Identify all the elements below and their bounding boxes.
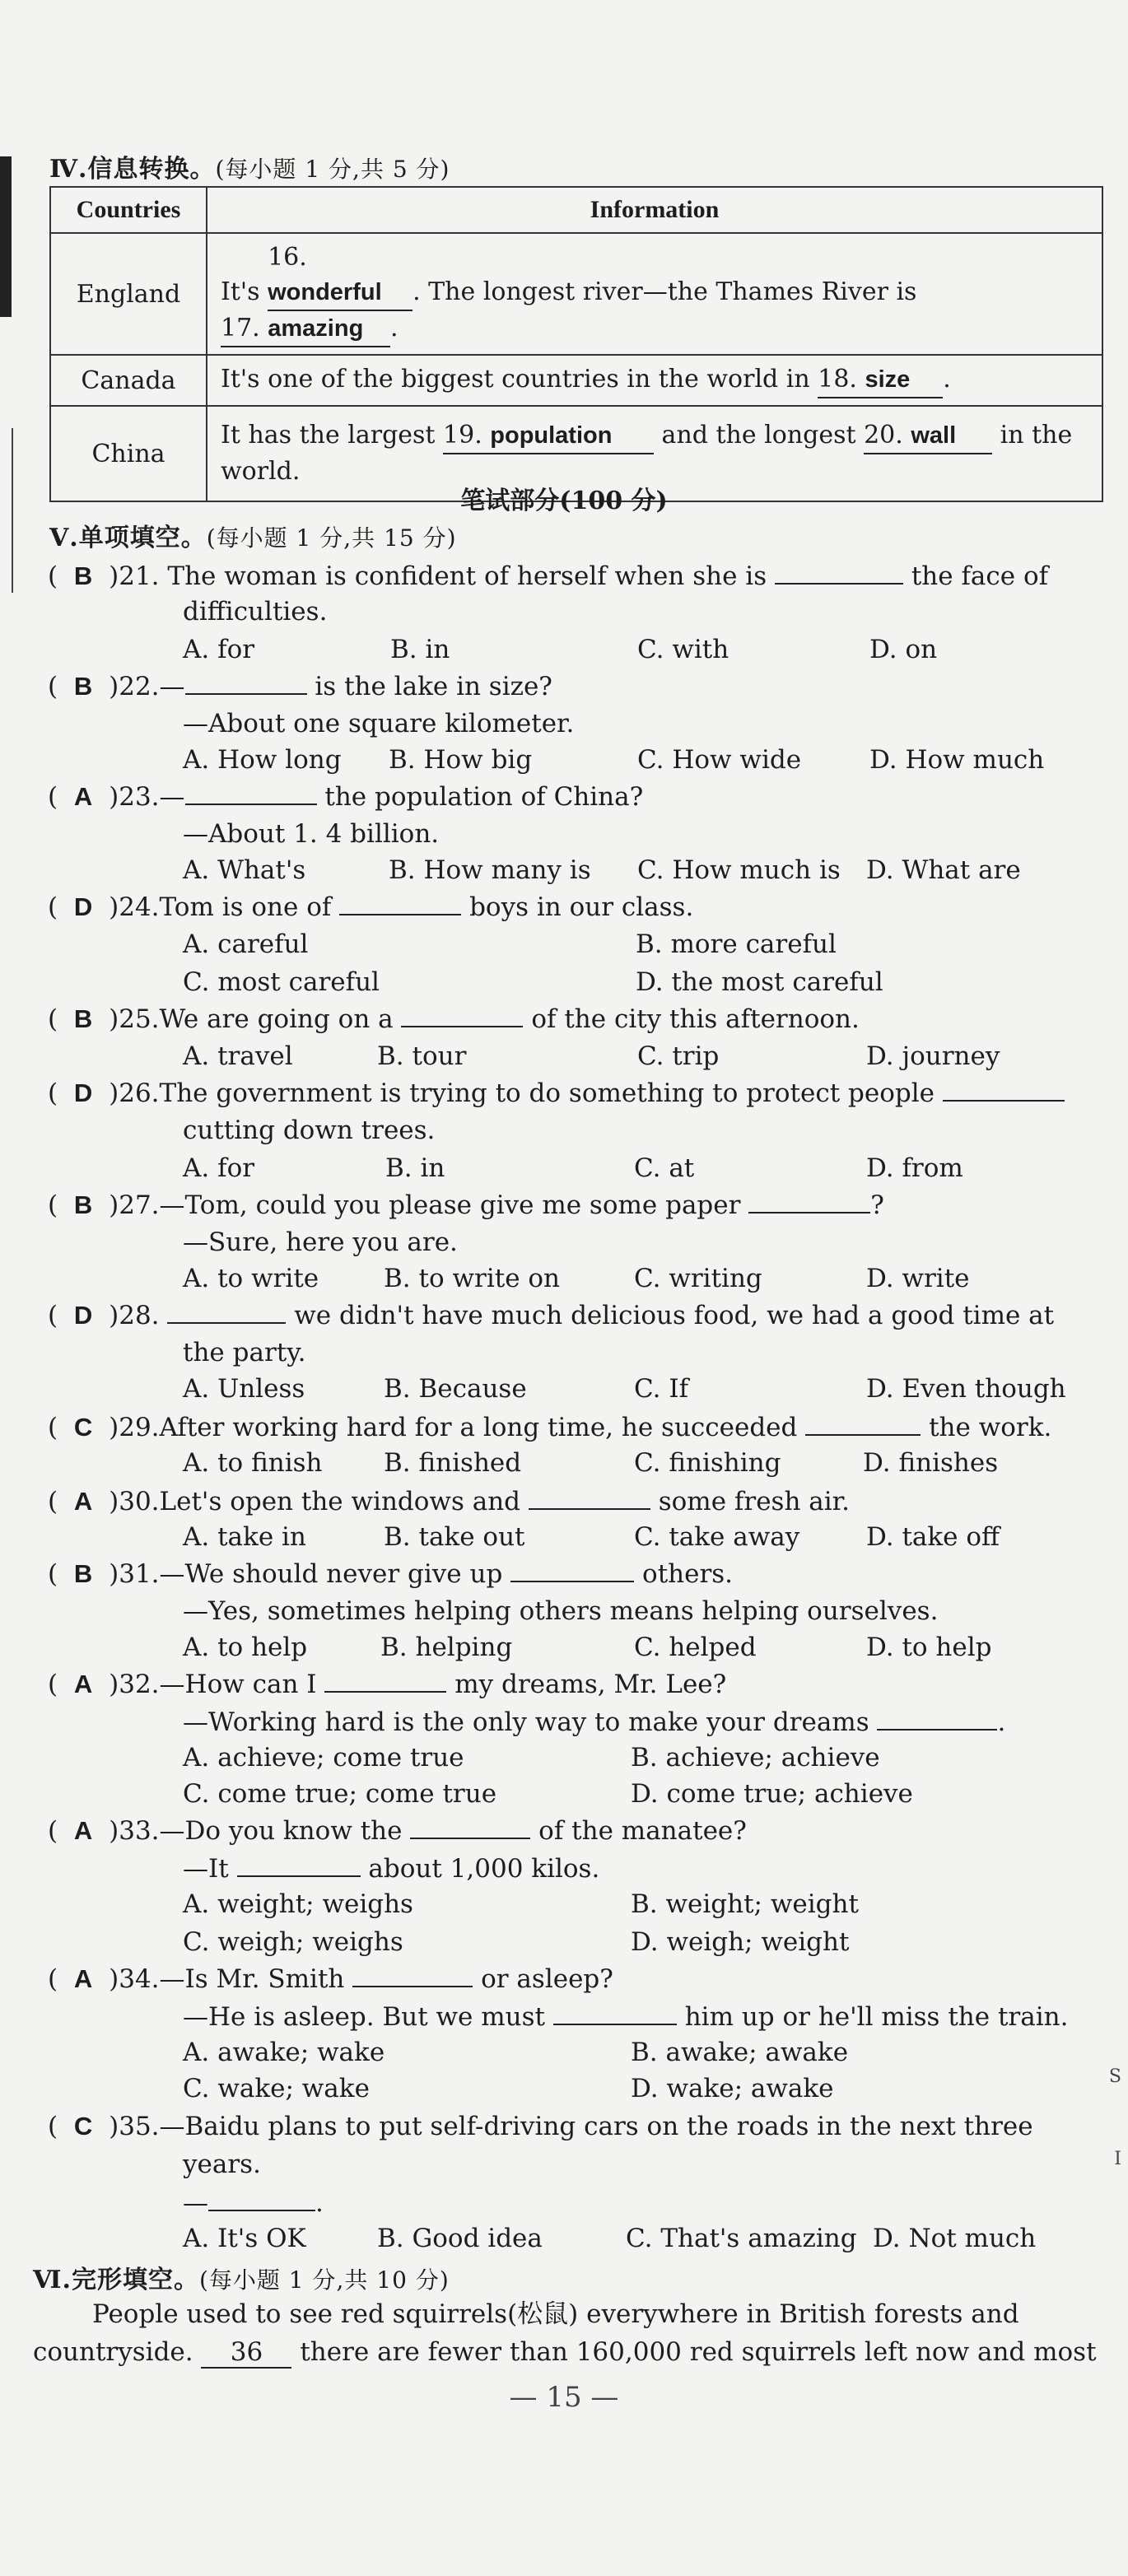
country-cell: China bbox=[50, 406, 207, 501]
dialogue-line: —About 1. 4 billion. bbox=[183, 819, 440, 849]
col-countries: Countries bbox=[50, 187, 207, 233]
question-31: ( B )31.—We should never give up others. bbox=[48, 1556, 1110, 1591]
dialogue-line: —Yes, sometimes helping others means helping ourselves. bbox=[183, 1596, 939, 1626]
answer-letter: B bbox=[73, 1190, 93, 1219]
option-a: A. achieve; come true bbox=[183, 1743, 464, 1772]
country-cell: England bbox=[50, 233, 207, 355]
fill-blank bbox=[805, 1409, 921, 1436]
question-30: ( A )30.Let's open the windows and some fresh air. bbox=[48, 1484, 1110, 1519]
fill-blank bbox=[401, 1001, 523, 1027]
answer-letter: D bbox=[73, 892, 93, 921]
option-d: D. finishes bbox=[863, 1448, 999, 1478]
option-a: A. How long bbox=[183, 745, 342, 775]
answer-letter: B bbox=[73, 561, 93, 590]
option-d: D. How much bbox=[869, 745, 1045, 775]
section-v-heading: Ⅴ.单项填空。(每小题 1 分,共 15 分) bbox=[49, 524, 457, 552]
option-b: B. Good idea bbox=[377, 2224, 543, 2253]
option-d: D. journey bbox=[866, 1041, 1000, 1071]
option-c: C. most careful bbox=[183, 967, 380, 997]
answer-letter: A bbox=[73, 1670, 93, 1698]
section-vi-heading: Ⅵ.完形填空。(每小题 1 分,共 10 分) bbox=[33, 2266, 450, 2294]
fill-blank bbox=[352, 1961, 473, 1987]
question-32: ( A )32.—How can I my dreams, Mr. Lee? bbox=[48, 1666, 1110, 1702]
question-continuation: years. bbox=[183, 2150, 261, 2179]
option-b: B. in bbox=[385, 1153, 445, 1183]
info-table bbox=[49, 186, 1103, 502]
edge-glyph: I bbox=[1114, 2149, 1121, 2169]
option-a: A. for bbox=[183, 1153, 255, 1183]
option-a: A. take in bbox=[183, 1522, 306, 1552]
answer-letter: A bbox=[73, 1816, 93, 1845]
fill-blank bbox=[237, 1851, 361, 1877]
option-a: A. to help bbox=[183, 1633, 308, 1662]
option-d: D. come true; achieve bbox=[631, 1779, 913, 1809]
dialogue-line: —About one square kilometer. bbox=[183, 709, 575, 738]
option-b: B. Because bbox=[384, 1374, 527, 1404]
answer-letter: B bbox=[73, 1559, 93, 1588]
option-b: B. in bbox=[390, 635, 450, 664]
cloze-paragraph-line: People used to see red squirrels(松鼠) everywhere in British forests and bbox=[92, 2299, 1019, 2329]
table-row bbox=[50, 355, 1102, 406]
option-d: D. wake; awake bbox=[631, 2074, 834, 2103]
answer-letter: B bbox=[73, 672, 93, 701]
fill-blank bbox=[324, 1666, 446, 1693]
option-c: C. How wide bbox=[637, 745, 802, 775]
answer-blank-17: 17. amazing bbox=[221, 311, 390, 347]
option-c: C. weigh; weighs bbox=[183, 1927, 403, 1957]
option-b: B. finished bbox=[384, 1448, 522, 1478]
fill-blank bbox=[510, 1556, 634, 1582]
question-26: ( D )26.The government is trying to do something to protect people bbox=[48, 1075, 1110, 1111]
option-c: C. finishing bbox=[634, 1448, 781, 1478]
dialogue-line: — . bbox=[183, 2185, 1105, 2220]
answer-letter: C bbox=[73, 2112, 93, 2140]
answer-blank-16: 16. wonderful bbox=[268, 240, 413, 311]
answer-letter: D bbox=[73, 1301, 93, 1330]
country-cell: Canada bbox=[50, 355, 207, 406]
option-c: C. trip bbox=[637, 1041, 720, 1071]
question-22: ( B )22.— is the lake in size? bbox=[48, 668, 1110, 704]
col-information: Information bbox=[207, 187, 1102, 233]
table-header-row bbox=[50, 187, 1102, 233]
fill-blank bbox=[553, 1999, 677, 2025]
option-b: B. achieve; achieve bbox=[631, 1743, 880, 1772]
option-d: D. from bbox=[866, 1153, 963, 1183]
option-d: D. Even though bbox=[866, 1374, 1066, 1404]
option-b: B. weight; weight bbox=[631, 1889, 859, 1919]
option-c: C. If bbox=[634, 1374, 689, 1404]
option-d: D. on bbox=[869, 635, 938, 664]
cloze-blank-36: 36 bbox=[201, 2337, 291, 2369]
answer-blank-19: 19. population bbox=[443, 418, 654, 454]
option-b: B. How many is bbox=[389, 855, 591, 885]
info-cell: It's 16. wonderful . The longest river—the Thames River is 17. amazing . bbox=[207, 233, 1102, 355]
option-c: C. That's amazing bbox=[626, 2224, 857, 2253]
option-c: C. with bbox=[637, 635, 729, 664]
option-c: C. at bbox=[634, 1153, 695, 1183]
binding-mark bbox=[0, 156, 12, 317]
option-a: A. to write bbox=[183, 1264, 319, 1293]
option-a: A. to finish bbox=[183, 1448, 323, 1478]
option-c: C. wake; wake bbox=[183, 2074, 370, 2103]
info-cell: It has the largest 19. population and the longest 20. wall in the world. bbox=[207, 406, 1102, 501]
question-33: ( A )33.—Do you know the of the manatee? bbox=[48, 1813, 1110, 1848]
question-24: ( D )24.Tom is one of boys in our class. bbox=[48, 889, 1110, 925]
option-b: B. to write on bbox=[384, 1264, 561, 1293]
option-a: A. It's OK bbox=[183, 2224, 306, 2253]
option-c: C. take away bbox=[634, 1522, 800, 1552]
option-d: D. to help bbox=[866, 1633, 992, 1662]
option-a: A. weight; weighs bbox=[183, 1889, 413, 1919]
cloze-paragraph-line: countryside. 36 there are fewer than 160,000 red squirrels left now and most bbox=[33, 2337, 1097, 2367]
edge-glyph: S bbox=[1108, 2066, 1121, 2087]
option-d: D. the most careful bbox=[636, 967, 883, 997]
option-b: B. tour bbox=[377, 1041, 467, 1071]
written-part-title: 笔试部分(100 分) bbox=[460, 487, 668, 515]
option-d: D. What are bbox=[866, 855, 1021, 885]
option-a: A. for bbox=[183, 635, 255, 664]
question-35: ( C )35.—Baidu plans to put self-driving cars on the roads in the next three bbox=[48, 2109, 1110, 2144]
fill-blank bbox=[748, 1187, 870, 1213]
option-a: A. Unless bbox=[183, 1374, 305, 1404]
answer-letter: C bbox=[73, 1413, 93, 1442]
fill-blank bbox=[529, 1484, 650, 1510]
table-row bbox=[50, 233, 1102, 355]
answer-letter: A bbox=[73, 1487, 93, 1516]
question-34: ( A )34.—Is Mr. Smith or asleep? bbox=[48, 1961, 1110, 1996]
page-number: — 15 — bbox=[509, 2381, 619, 2414]
question-27: ( B )27.—Tom, could you please give me some paper ? bbox=[48, 1187, 1110, 1223]
option-b: B. take out bbox=[384, 1522, 525, 1552]
option-c: C. helped bbox=[634, 1633, 757, 1662]
option-b: B. more careful bbox=[636, 929, 837, 959]
option-b: B. awake; awake bbox=[631, 2038, 849, 2067]
option-d: D. Not much bbox=[873, 2224, 1037, 2253]
option-d: D. weigh; weight bbox=[631, 1927, 850, 1957]
answer-blank-18: 18. size bbox=[818, 362, 943, 398]
fill-blank bbox=[410, 1813, 530, 1839]
fill-blank bbox=[339, 889, 461, 915]
option-a: A. travel bbox=[183, 1041, 293, 1071]
option-c: C. How much is bbox=[637, 855, 841, 885]
option-b: B. How big bbox=[389, 745, 533, 775]
section-iv-heading: Ⅳ.信息转换。(每小题 1 分,共 5 分) bbox=[49, 155, 450, 184]
dialogue-line: —He is asleep. But we must him up or he'll miss the train. bbox=[183, 1999, 1105, 2034]
question-25: ( B )25.We are going on a of the city this afternoon. bbox=[48, 1001, 1110, 1036]
fill-blank bbox=[943, 1075, 1065, 1102]
dialogue-line: —Sure, here you are. bbox=[183, 1227, 458, 1257]
question-28: ( D )28. we didn't have much delicious food, we had a good time at bbox=[48, 1297, 1110, 1333]
question-continuation: cutting down trees. bbox=[183, 1116, 436, 1145]
fill-blank bbox=[185, 779, 317, 805]
answer-letter: B bbox=[73, 1004, 93, 1033]
option-c: C. writing bbox=[634, 1264, 762, 1293]
info-cell: It's one of the biggest countries in the world in 18. size . bbox=[207, 355, 1102, 406]
answer-letter: A bbox=[73, 1964, 93, 1993]
fill-blank bbox=[877, 1704, 997, 1731]
fill-blank bbox=[185, 668, 307, 695]
fill-blank bbox=[208, 2185, 315, 2211]
question-continuation: the party. bbox=[183, 1338, 306, 1367]
option-a: A. What's bbox=[183, 855, 306, 885]
fill-blank bbox=[775, 558, 903, 585]
question-23: ( A )23.— the population of China? bbox=[48, 779, 1110, 814]
dialogue-line: —It about 1,000 kilos. bbox=[183, 1851, 1105, 1886]
answer-letter: D bbox=[73, 1078, 93, 1107]
option-b: B. helping bbox=[380, 1633, 513, 1662]
fill-blank bbox=[167, 1297, 286, 1324]
option-c: C. come true; come true bbox=[183, 1779, 497, 1809]
option-d: D. write bbox=[866, 1264, 970, 1293]
answer-letter: A bbox=[73, 782, 93, 811]
question-continuation: difficulties. bbox=[183, 597, 328, 627]
option-a: A. awake; wake bbox=[183, 2038, 385, 2067]
question-21: ( B )21. The woman is confident of herself when she is the face of bbox=[48, 558, 1110, 594]
option-a: A. careful bbox=[183, 929, 309, 959]
answer-blank-20: 20. wall bbox=[864, 418, 992, 454]
option-d: D. take off bbox=[866, 1522, 1000, 1552]
dialogue-line: —Working hard is the only way to make your dreams . bbox=[183, 1704, 1105, 1740]
question-29: ( C )29.After working hard for a long time, he succeeded the work. bbox=[48, 1409, 1110, 1445]
